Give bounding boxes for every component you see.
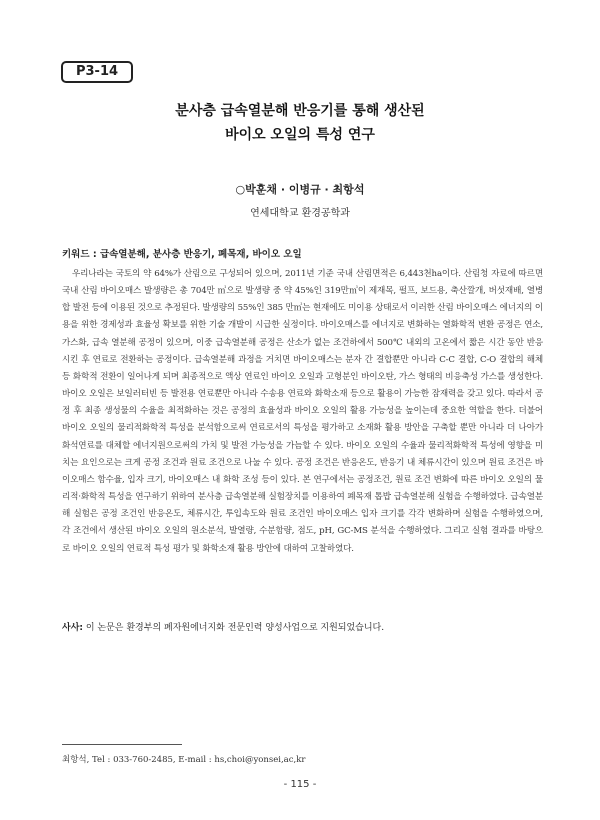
acknowledgement-text: 이 논문은 환경부의 폐자원에너지화 전문인력 양성사업으로 지원되었습니다.: [83, 623, 385, 633]
paper-id-badge: P3-14: [61, 61, 133, 83]
abstract-body: 우리나라는 국토의 약 64%가 산림으로 구성되어 있으며, 2011년 기준 국내 산림면적은 6,443천ha이다. 산림청 자료에 따르면 국내 산림 바이오매스 발생량은 총 704만 ㎥으로 발생량 중 약 45%인 319만㎥이 제재목, 펄프, 보드용, 축산깔개, 버섯재배, 열병합 발전 등에 이용된 것으로 추정된다. 발생량의 55%인 385 만㎥는 현재에도 미이용 상태로서 이러한 산림 바이오매스 에너지의 이용을 위한 경제성과 효율성 확보를 위한 기술 개발이 시급한 실정이다. 바이오매스를 에너지로 변화하는 열화학적 변환 공정은 연소, 가스화, 급속 열분해 공정이 있으며, 이중 급속열분해 공정은 산소가 없는 조건하에서 500℃ 내외의 고온에서 짧은 시간 동안 반응시킨 후 연료로 전환하는 공정이다. 급속열분해 과정을 거치면 바이오매스는 분자 간 결합뿐만 아니라 C-C 결합, C-O 결합의 해체 등 화학적 전환이 일어나게 되며 최종적으로 액상 연료인 바이오 오일과 고형분인 바이오탄, 가스 형태의 비응축성 가스를 생성한다. 바이오 오일은 보일러터빈 등 발전용 연료뿐만 아니라 수송용 연료와 화학소재 등으로 활용이 가능한 잠재력을 갖고 있다. 따라서 공정 후 최종 생성물의 수율을 최적화하는 것은 공정의 효율성과 바이오 오일의 활용 가능성을 높이는데 중요한 역할을 한다. 더불어 바이오 오일의 물리적화학적 특성을 분석함으로써 연료로서의 특성을 평가하고 소재화 활용 방안을 구축할 뿐만 아니라 더 나아가 화석연료를 대체할 에너지원으로써의 가치 및 발전 가능성을 가늠할 수 있다. 바이오 오일의 수율과 물리적화학적 특성에 영향을 미치는 요인으로는 크게 공정 조건과 원료 조건으로 나눌 수 있다. 공정 조건은 반응온도, 반응기 내 체류시간이 있으며 원료 조건은 바이오매스 함수율, 입자 크기, 바이오매스 내 화학 조성 등이 있다. 본 연구에서는 공정조건, 원료 조건 변화에 따른 바이오 오일의 물리적·화학적 특성을 연구하기 위하여 분사층 급속열분해 실험장치를 이용하여 폐목재 톱밥 급속열분해 실험을 수행하였다. 급속열분해 실험은 공정 조건인 반응온도, 체류시간, 투입속도와 원료 조건인 바이오매스 입자 크기를 각각 변화하며 실험을 수행하였으며, 각 조건에서 생산된 바이오 오일의 원소분석, 발열량, 수분함량, 점도, pH, GC-MS 분석을 수행하였다. 그리고 실험 결과를 바탕으로 바이오 오일의 연료적 특성 평가 및 화학소재 활용 방안에 대하여 고찰하였다.: [62, 269, 543, 554]
paper-title-line-1: 분사층 급속열분해 반응기를 통해 생산된: [175, 103, 425, 119]
author-list: ○박훈채 · 이병규 · 최항석: [235, 183, 365, 196]
paper-title-line-2: 바이오 오일의 특성 연구: [225, 127, 375, 143]
affiliation: 연세대학교 환경공학과: [250, 208, 350, 219]
keywords: 키워드 : 급속열분해, 분사층 반응기, 폐목재, 바이오 오일: [62, 249, 302, 260]
page-number: - 115 -: [283, 779, 317, 790]
acknowledgement-label: 사사:: [62, 623, 83, 633]
corresponding-author-footnote: 최항석, Tel : 033-760-2485, E-mail : hs,choi@yonsei,ac,kr: [62, 755, 306, 765]
footnote-divider: [62, 744, 182, 745]
acknowledgement: [62, 620, 542, 633]
